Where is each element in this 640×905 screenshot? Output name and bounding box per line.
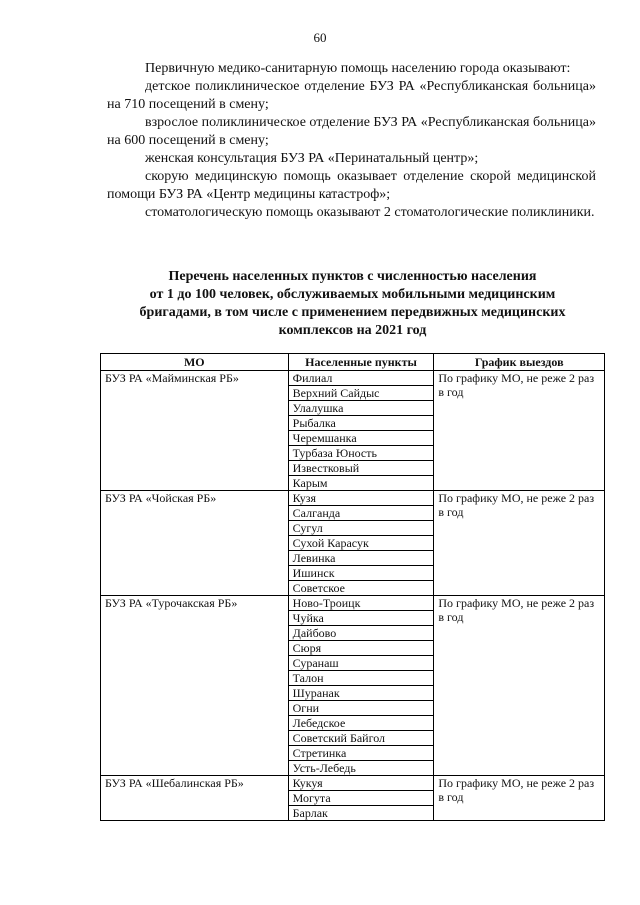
settlement-cell: Советское [288, 581, 434, 596]
table-row [101, 491, 605, 506]
settlement-cell: Салганда [288, 506, 434, 521]
table-body [101, 371, 605, 821]
header-mo: МО [101, 354, 289, 371]
settlement-cell: Ново-Троицк [288, 596, 434, 611]
mo-cell: БУЗ РА «Чойская РБ» [101, 491, 289, 596]
settlement-cell: Улалушка [288, 401, 434, 416]
table-title-line: бригадами, в том числе с применением передвижных медицинских [139, 305, 566, 320]
settlement-cell: Кузя [288, 491, 434, 506]
table-header-row [101, 354, 605, 371]
settlement-cell: Стретинка [288, 746, 434, 761]
table-row [101, 776, 605, 791]
header-schedule: График выездов [434, 354, 605, 371]
paragraph: стоматологическую помощь оказывают 2 стоматологические поликлиники. [145, 205, 595, 220]
paragraph: детское поликлиническое отделение БУЗ РА «Республиканская больница» на 710 посещений в смену; [107, 79, 596, 112]
settlement-cell: Лебедское [288, 716, 434, 731]
mo-cell: БУЗ РА «Турочакская РБ» [101, 596, 289, 776]
page-number: 60 [313, 30, 327, 45]
settlement-cell: Ишинск [288, 566, 434, 581]
settlement-cell: Могута [288, 791, 434, 806]
schedule-cell: По графику МО, не реже 2 раз в год [434, 491, 605, 596]
mo-cell: БУЗ РА «Майминская РБ» [101, 371, 289, 491]
settlement-cell: Карым [288, 476, 434, 491]
settlement-cell: Черемшанка [288, 431, 434, 446]
settlements-table [100, 353, 605, 821]
paragraph: женская консультация БУЗ РА «Перинатальный центр»; [145, 151, 479, 166]
paragraph: скорую медицинскую помощь оказывает отделение скорой медицинской помощи БУЗ РА «Центр медицины катастроф»; [107, 169, 596, 202]
settlement-cell: Чуйка [288, 611, 434, 626]
settlement-cell: Сюря [288, 641, 434, 656]
settlement-cell: Усть-Лебедь [288, 761, 434, 776]
settlement-cell: Барлак [288, 806, 434, 821]
settlement-cell: Кукуя [288, 776, 434, 791]
settlement-cell: Левинка [288, 551, 434, 566]
settlement-cell: Шуранак [288, 686, 434, 701]
schedule-cell: По графику МО, не реже 2 раз в год [434, 776, 605, 821]
table-title-line: Перечень населенных пунктов с численностью населения [168, 269, 537, 284]
body-text [107, 60, 596, 222]
paragraph: взрослое поликлиническое отделение БУЗ РА «Республиканская больница» на 600 посещений в смену; [107, 115, 596, 148]
schedule-cell: По графику МО, не реже 2 раз в год [434, 371, 605, 491]
table-row [101, 371, 605, 386]
settlement-cell: Рыбалка [288, 416, 434, 431]
settlement-cell: Верхний Сайдыс [288, 386, 434, 401]
settlement-cell: Филиал [288, 371, 434, 386]
schedule-cell: По графику МО, не реже 2 раз в год [434, 596, 605, 776]
settlement-cell: Турбаза Юность [288, 446, 434, 461]
mo-cell: БУЗ РА «Шебалинская РБ» [101, 776, 289, 821]
settlement-cell: Талон [288, 671, 434, 686]
header-settlements: Населенные пункты [288, 354, 434, 371]
table-title-line: от 1 до 100 человек, обслуживаемых мобильными медицинским [149, 287, 556, 302]
table-row [101, 596, 605, 611]
table-title [100, 268, 605, 340]
settlement-cell: Известковый [288, 461, 434, 476]
settlement-cell: Сухой Карасук [288, 536, 434, 551]
settlement-cell: Дайбово [288, 626, 434, 641]
settlement-cell: Суранаш [288, 656, 434, 671]
settlement-cell: Огни [288, 701, 434, 716]
settlement-cell: Сугул [288, 521, 434, 536]
settlement-cell: Советский Байгол [288, 731, 434, 746]
table-title-line: комплексов на 2021 год [278, 323, 427, 338]
paragraph: Первичную медико-санитарную помощь населению города оказывают: [145, 61, 571, 76]
